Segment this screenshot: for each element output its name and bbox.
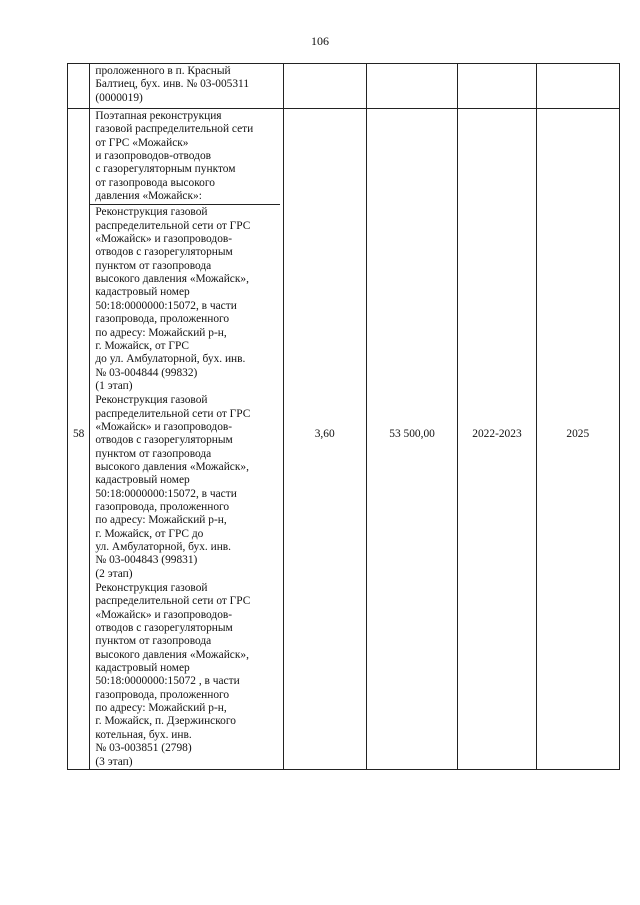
stage-line: газопровода, проложенного xyxy=(95,688,230,701)
stage-line: распределительной сети от ГРС xyxy=(95,595,251,608)
stage-line: распределительной сети от ГРС xyxy=(95,407,251,420)
stage-line: (2 этап) xyxy=(95,567,133,580)
cost-cell: 53 500,00 xyxy=(366,109,457,770)
stage-line: «Можайск» и газопроводов- xyxy=(95,420,233,433)
stage-line: г. Можайск, п. Дзержинского xyxy=(95,715,236,728)
stage-line: высокого давления «Можайск», xyxy=(95,460,249,473)
year-cell: 2025 xyxy=(536,109,619,770)
stage-line: 50:18:0000000:15072 , в части xyxy=(95,675,240,688)
intro-line: Поэтапная реконструкция xyxy=(95,110,222,122)
stage-line: «Можайск» и газопроводов- xyxy=(95,233,233,246)
stage-3-block xyxy=(90,581,282,769)
intro-line: с газорегуляторным пунктом xyxy=(95,163,236,176)
stage-line: (3 этап) xyxy=(95,755,133,768)
stage-1-block xyxy=(90,205,282,393)
stage-line: 50:18:0000000:15072, в части xyxy=(95,299,237,312)
intro-line: газовой распределительной сети xyxy=(95,123,254,136)
stage-line: (1 этап) xyxy=(95,379,133,392)
period-cell: 2022-2023 xyxy=(458,109,536,770)
stage-line: отводов с газорегуляторным xyxy=(95,434,233,447)
table-row-continued xyxy=(68,64,620,109)
stage-line: Реконструкция газовой xyxy=(95,394,208,407)
stage-line: газопровода, проложенного xyxy=(95,500,230,513)
program-table xyxy=(67,63,620,770)
stage-line: Реконструкция газовой xyxy=(95,582,208,595)
stage-line: г. Можайск, от ГРС до xyxy=(95,527,204,540)
stage-line: г. Можайск, от ГРС xyxy=(95,339,190,352)
stage-line: распределительной сети от ГРС xyxy=(95,219,251,232)
description-line: (0000019) xyxy=(95,91,143,104)
stage-line: пунктом от газопровода xyxy=(95,259,212,272)
intro-line: и газопроводов-отводов xyxy=(95,150,212,163)
stage-line: ул. Амбулаторной, бух. инв. xyxy=(95,541,232,553)
stage-line: отводов с газорегуляторным xyxy=(95,246,233,259)
page-number: 106 xyxy=(311,34,329,48)
stage-line: по адресу: Можайский р-н, xyxy=(95,702,227,715)
stage-line: отводов с газорегуляторным xyxy=(95,622,233,635)
stage-line: «Можайск» и газопроводов- xyxy=(95,608,233,621)
stage-2-block xyxy=(90,393,282,581)
length-cell xyxy=(283,64,366,109)
stage-line: высокого давления «Можайск», xyxy=(95,648,249,661)
stage-line: газопровода, проложенного xyxy=(95,313,230,326)
stage-line: по адресу: Можайский р-н, xyxy=(95,514,227,527)
stage-line: пунктом от газопровода xyxy=(95,635,212,648)
table-row-58 xyxy=(68,109,620,770)
cost-cell xyxy=(366,64,457,109)
row-number-cell xyxy=(68,64,90,109)
stage-line: котельная, бух. инв. xyxy=(95,728,192,741)
row-number-cell: 58 xyxy=(68,109,90,770)
length-cell: 3,60 xyxy=(283,109,366,770)
intro-line: от газопровода высокого xyxy=(95,176,215,189)
intro-line: давления «Можайск»: xyxy=(95,190,202,203)
intro-line: от ГРС «Можайск» xyxy=(95,136,189,149)
year-cell xyxy=(536,64,619,109)
period-cell xyxy=(458,64,536,109)
stage-line: кадастровый номер xyxy=(95,662,190,675)
stage-line: № 03-003851 (2798) xyxy=(95,742,192,755)
stage-line: № 03-004843 (99831) xyxy=(95,554,198,567)
stage-line: пунктом от газопровода xyxy=(95,447,212,460)
stage-line: по адресу: Можайский р-н, xyxy=(95,326,227,339)
stage-line: кадастровый номер xyxy=(95,474,190,487)
description-line: Балтиец, бух. инв. № 03-005311 xyxy=(95,78,250,91)
stage-line: Реконструкция газовой xyxy=(95,206,208,219)
description-cell xyxy=(90,109,283,770)
stage-line: до ул. Амбулаторной, бух. инв. xyxy=(95,353,246,366)
description-line: проложенного в п. Красный xyxy=(95,65,231,77)
intro-block xyxy=(90,109,279,205)
stage-line: высокого давления «Можайск», xyxy=(95,273,249,286)
stage-line: 50:18:0000000:15072, в части xyxy=(95,487,237,500)
description-cell xyxy=(90,64,283,109)
stage-line: кадастровый номер xyxy=(95,286,190,299)
stage-line: № 03-004844 (99832) xyxy=(95,366,198,379)
